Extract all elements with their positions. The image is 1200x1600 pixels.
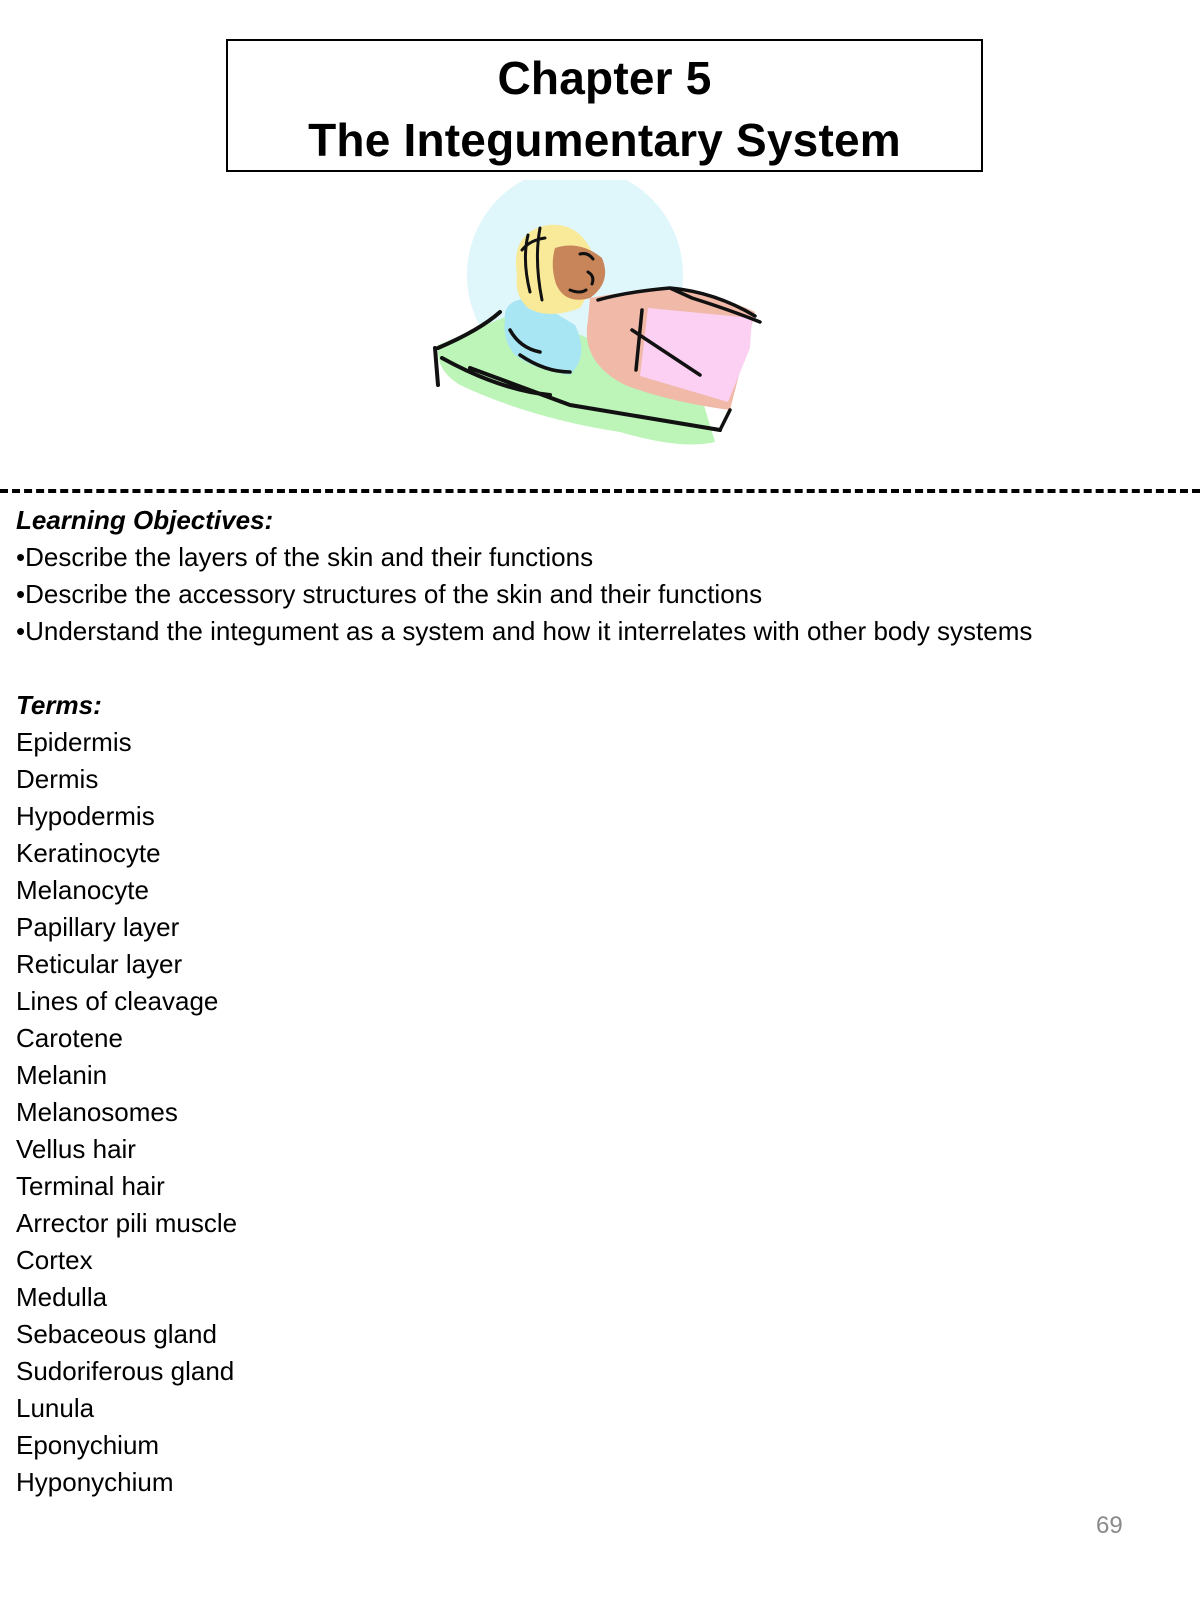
- term-item: Melanosomes: [16, 1097, 178, 1127]
- chapter-title: The Integumentary System: [308, 114, 901, 166]
- term-item: Terminal hair: [16, 1171, 165, 1201]
- term-item: Vellus hair: [16, 1134, 136, 1164]
- term-item: Arrector pili muscle: [16, 1208, 238, 1238]
- term-item: Carotene: [16, 1023, 123, 1053]
- term-item: Papillary layer: [16, 912, 180, 942]
- section-divider: [0, 489, 1200, 493]
- term-item: Keratinocyte: [16, 838, 161, 868]
- term-item: Lines of cleavage: [16, 986, 219, 1016]
- learning-objectives-heading: Learning Objectives:: [16, 505, 274, 535]
- objective-item: •Describe the layers of the skin and their functions: [16, 542, 594, 572]
- term-item: Hypodermis: [16, 801, 155, 831]
- term-item: Reticular layer: [16, 949, 183, 979]
- spacer: [16, 650, 1186, 687]
- objective-item: •Describe the accessory structures of the skin and their functions: [16, 579, 763, 609]
- page-number: 69: [1096, 1512, 1123, 1539]
- objective-item: •Understand the integument as a system and how it interrelates with other body systems: [16, 616, 1033, 646]
- term-item: Epidermis: [16, 727, 132, 757]
- chapter-number: Chapter 5: [497, 52, 712, 104]
- term-item: Sebaceous gland: [16, 1319, 217, 1349]
- term-item: Cortex: [16, 1245, 93, 1275]
- page-content: [16, 502, 1186, 1501]
- term-item: Melanin: [16, 1060, 108, 1090]
- term-item: Eponychium: [16, 1430, 160, 1460]
- term-item: Sudoriferous gland: [16, 1356, 235, 1386]
- person-lying-on-bed-clipart-icon: [430, 180, 780, 460]
- term-item: Hyponychium: [16, 1467, 174, 1497]
- terms-heading: Terms:: [16, 690, 102, 720]
- term-item: Lunula: [16, 1393, 95, 1423]
- chapter-title-box: [226, 39, 983, 172]
- term-item: Melanocyte: [16, 875, 149, 905]
- term-item: Medulla: [16, 1282, 108, 1312]
- term-item: Dermis: [16, 764, 99, 794]
